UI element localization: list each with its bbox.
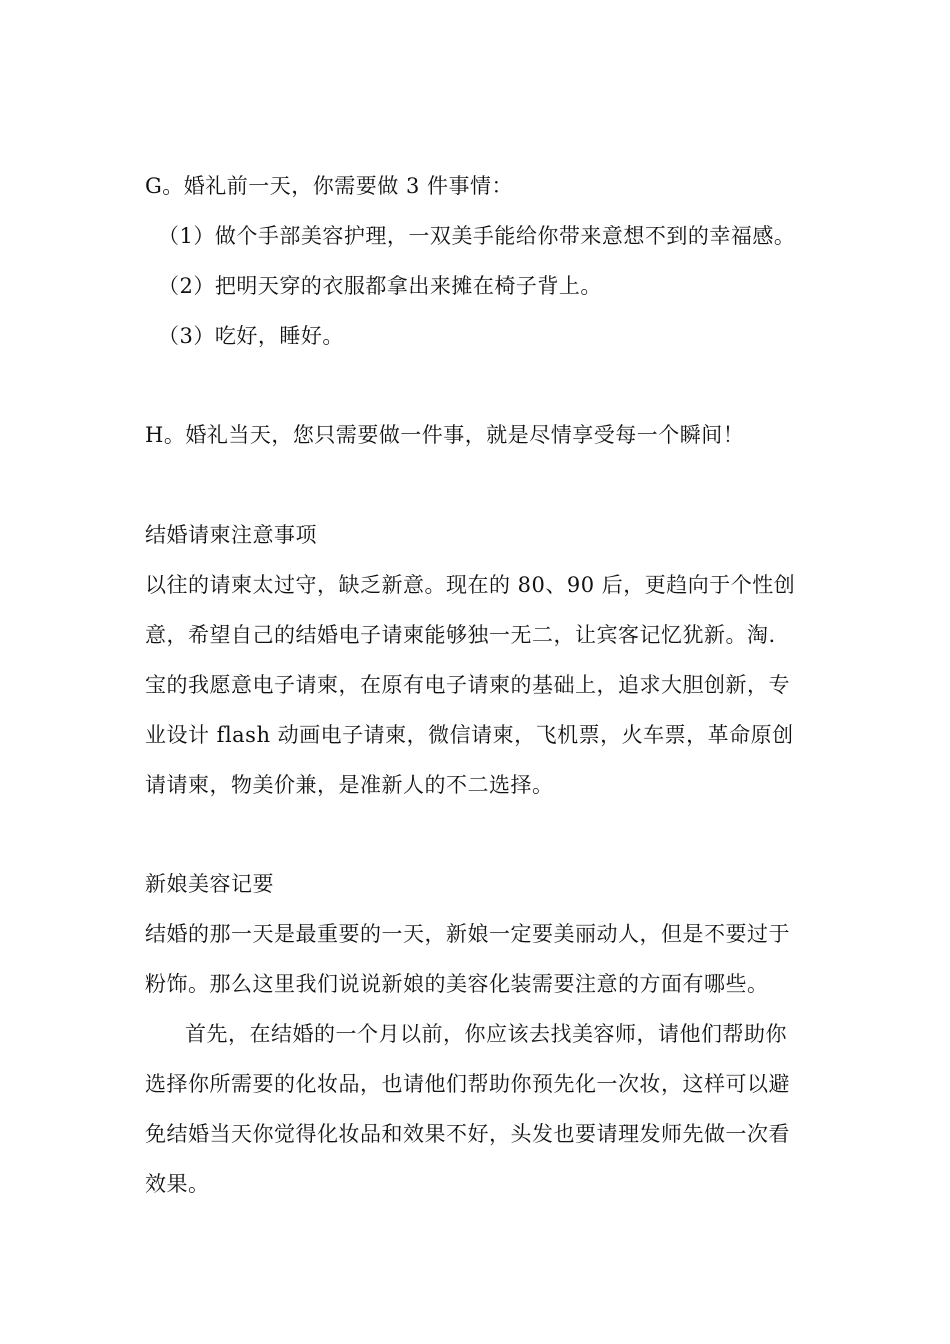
section-g-item-2: （2）把明天穿的衣服都拿出来摊在椅子背上。 <box>158 274 602 298</box>
beauty-para1-line: 结婚的那一天是最重要的一天，新娘一定要美丽动人，但是不要过于 <box>145 922 790 946</box>
invitation-line: 以往的请柬太过守，缺乏新意。现在的 80、90 后，更趋向于个性创 <box>145 573 796 597</box>
section-h-heading: H。婚礼当天，您只需要做一件事，就是尽情享受每一个瞬间！ <box>145 423 745 447</box>
invitation-line: 业设计 flash 动画电子请柬，微信请柬，飞机票，火车票，革命原创 <box>145 723 794 747</box>
invitation-line: 意，希望自己的结婚电子请柬能够独一无二，让宾客记忆犹新。淘. <box>145 623 776 647</box>
section-g-item-3: （3）吃好，睡好。 <box>158 324 344 348</box>
invitation-line: 请请柬，物美价兼，是准新人的不二选择。 <box>145 773 554 797</box>
invitation-title: 结婚请柬注意事项 <box>145 523 317 547</box>
beauty-para2-line: 选择你所需要的化妆品，也请他们帮助你预先化一次妆，这样可以避 <box>145 1072 790 1096</box>
invitation-line: 宝的我愿意电子请柬，在原有电子请柬的基础上，追求大胆创新，专 <box>145 673 790 697</box>
beauty-para2-line: 免结婚当天你觉得化妆品和效果不好，头发也要请理发师先做一次看 <box>145 1122 790 1146</box>
section-g-heading: G。婚礼前一天，你需要做 3 件事情： <box>145 174 513 198</box>
section-g-item-1: （1）做个手部美容护理，一双美手能给你带来意想不到的幸福感。 <box>158 224 796 248</box>
beauty-para2-line: 效果。 <box>145 1172 210 1196</box>
beauty-title: 新娘美容记要 <box>145 872 274 896</box>
beauty-para2-line: 首先，在结婚的一个月以前，你应该去找美容师，请他们帮助你 <box>185 1022 787 1046</box>
beauty-para1-line: 粉饰。那么这里我们说说新娘的美容化装需要注意的方面有哪些。 <box>145 972 769 996</box>
